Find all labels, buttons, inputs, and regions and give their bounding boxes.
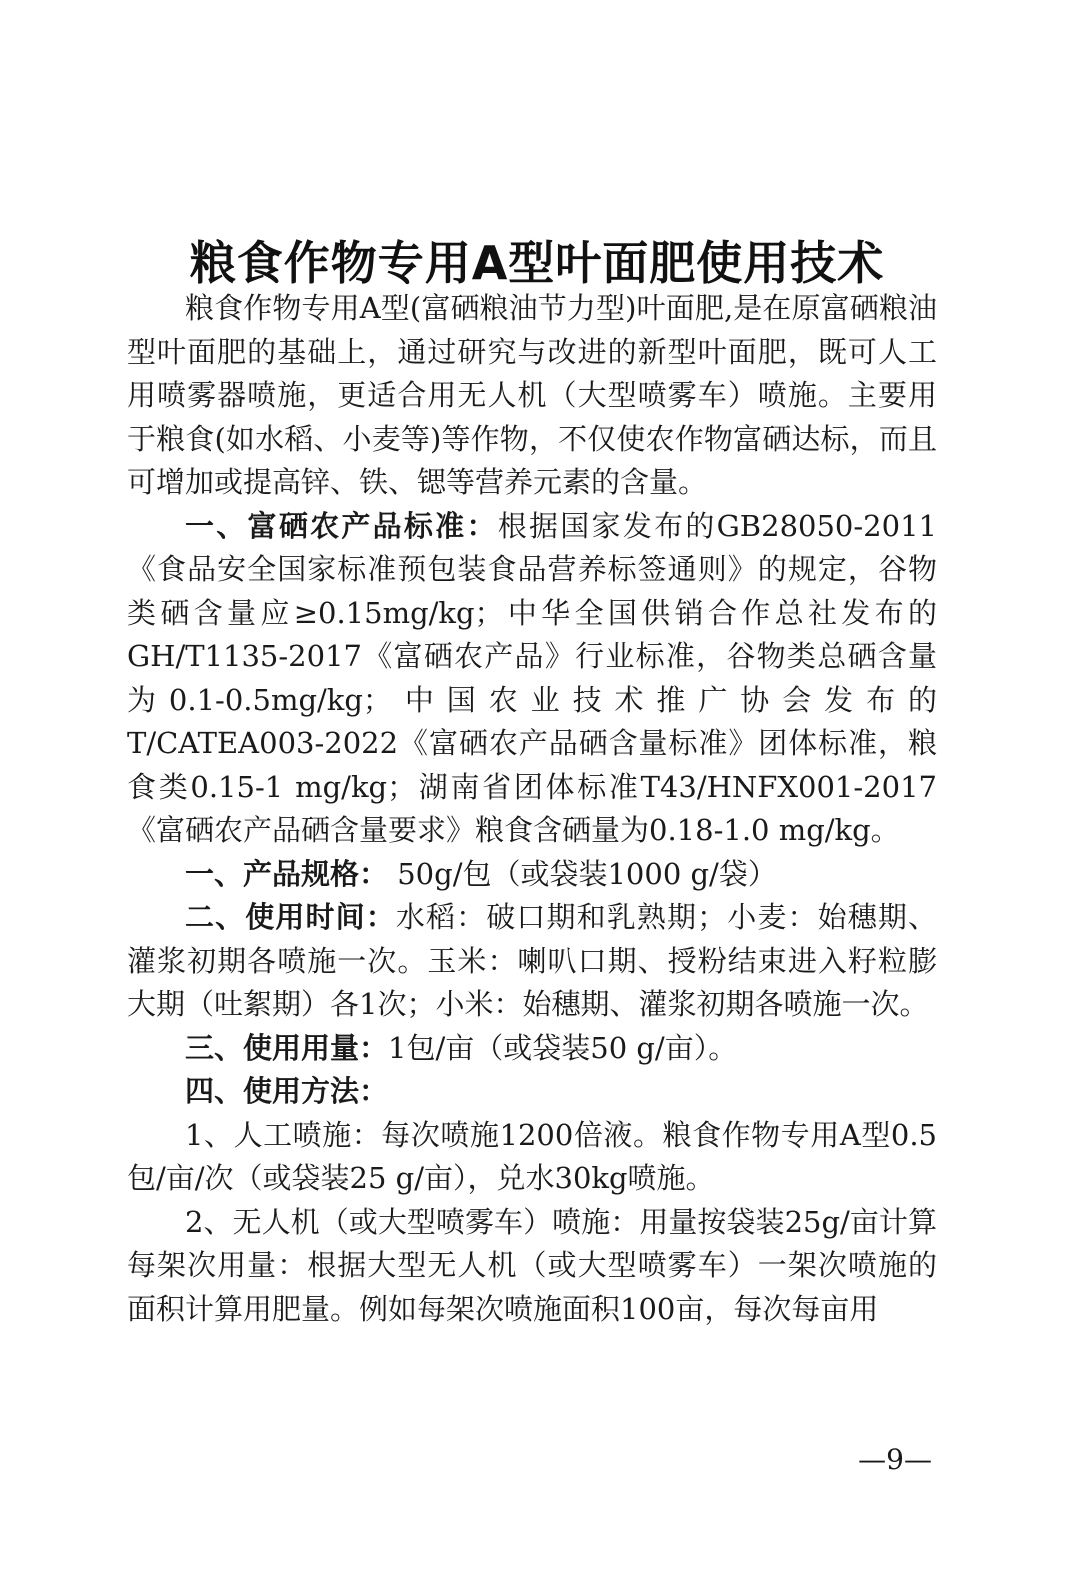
spec-paragraph — [127, 853, 937, 897]
method1-paragraph: 1、人工喷施：每次喷施1200倍液。粮食作物专用A型0.5包/亩/次（或袋装25 g/亩），兑水30kg喷施。 — [127, 1117, 937, 1195]
method-paragraph — [127, 1070, 937, 1114]
standard-heading: 一、富硒农产品标准： — [185, 508, 498, 543]
page-title: 粮食作物专用A型叶面肥使用技术 — [189, 235, 885, 290]
dosage-paragraph — [127, 1027, 937, 1071]
dosage-heading: 三、使用用量： — [185, 1030, 389, 1065]
method2-paragraph: 2、无人机（或大型喷雾车）喷施：用量按袋装25g/亩计算每架次用量：根据大型无人机（或大型喷雾车）一架次喷施的面积计算用肥量。例如每架次喷施面积100亩，每次每亩用 — [127, 1204, 937, 1326]
dosage-text: 1包/亩（或袋装50 g/亩）。 — [388, 1030, 738, 1065]
timing-heading: 二、使用时间： — [185, 900, 396, 934]
method-heading: 四、使用方法： — [185, 1074, 389, 1108]
document-body — [127, 287, 937, 1331]
timing-text: 水稻：破口期和乳熟期；小麦：始穗期、灌浆初期各喷施一次。玉米：喇叭口期、授粉结束进入籽粒膨大期（吐絮期）各1次；小米：始穗期、灌浆初期各喷施一次。 — [127, 900, 937, 1021]
page-number: —9— — [858, 1443, 932, 1476]
standard-text: 根据国家发布的GB28050-2011《食品安全国家标准预包装食品营养标签通则》的规定，谷物类硒含量应≥0.15mg/kg；中华全国供销合作总社发布的GH/T1135-2017《富硒农产品》行业标准，谷物类总硒含量为0.1-0.5mg/kg；中国农业技术推广协会发布的T/CATEA003-2022《富硒农产品硒含量标准》团体标准，粮食类0.15-1 mg/kg；湖南省团体标准T43/HNFX001-2017《富硒农产品硒含量要求》粮食含硒量为0.18-1.0 mg/kg。 — [127, 508, 937, 847]
intro-paragraph: 粮食作物专用A型(富硒粮油节力型)叶面肥,是在原富硒粮油型叶面肥的基础上，通过研究与改进的新型叶面肥，既可人工用喷雾器喷施，更适合用无人机（大型喷雾车）喷施。主要用于粮食(如水稻、小麦等)等作物，不仅使农作物富硒达标，而且可增加或提高锌、铁、锶等营养元素的含量。 — [127, 291, 937, 499]
standard-paragraph — [127, 505, 937, 853]
spec-text: 50g/包（或袋装1000 g/袋） — [388, 856, 777, 891]
timing-paragraph — [127, 896, 937, 1027]
spec-heading: 一、产品规格： — [185, 856, 389, 891]
